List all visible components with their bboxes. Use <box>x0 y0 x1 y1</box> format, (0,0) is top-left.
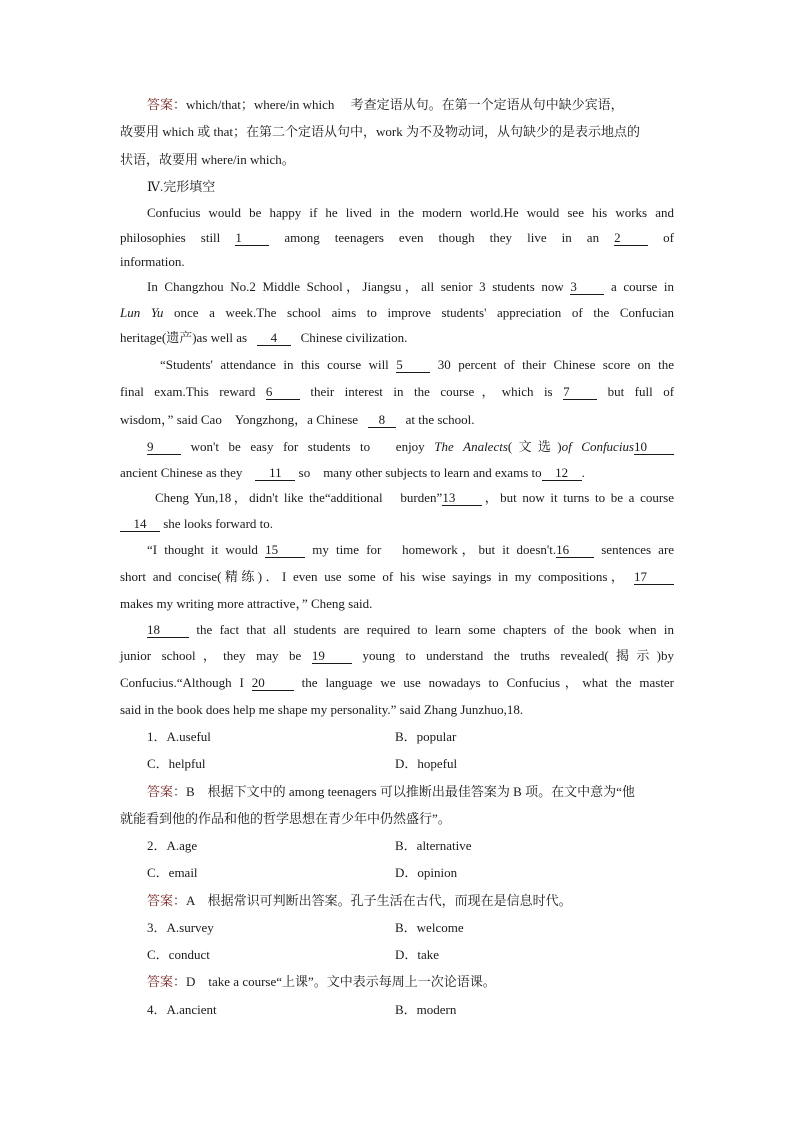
blank-11[interactable]: 11 <box>255 466 295 481</box>
intro-answer-line-3: 状语，故要用 where/in which。 <box>120 152 295 167</box>
blank-2[interactable]: 2 <box>614 231 648 246</box>
option[interactable]: B．alternative <box>395 838 472 853</box>
option[interactable]: C．email <box>147 865 198 880</box>
blank-15[interactable]: 15 <box>265 543 305 558</box>
option[interactable]: B．popular <box>395 729 457 744</box>
passage-line: wisdom，” said Cao Yongzhong，a Chinese 8 at the school. <box>120 412 475 427</box>
option[interactable]: B．modern <box>395 1002 457 1017</box>
passage-line: In Changzhou No.2 Middle School，Jiangsu，all senior 3 students now 3 a course in <box>147 279 675 294</box>
passage-line: 9 won't be easy for students to enjoy The Analects(文选)of Confucius10 <box>147 438 674 456</box>
intro-answer-line-2: 故要用 which 或 that；在第二个定语从句中，work 为不及物动词，从句缺少的是表示地点的 <box>120 124 640 139</box>
blank-18[interactable]: 18 <box>147 623 189 638</box>
blank-16[interactable]: 16 <box>556 543 594 558</box>
passage-line: 18 the fact that all students are required to learn some chapters of the book when in <box>147 622 675 637</box>
option[interactable]: 4．A.ancient <box>147 1002 217 1017</box>
passage-line: Confucius would be happy if he lived in the modern world.He would see his works and <box>147 205 674 220</box>
blank-5[interactable]: 5 <box>396 358 430 373</box>
option[interactable]: 2．A.age <box>147 838 198 853</box>
passage-line: Cheng Yun,18，didn't like the“additional burden”13 ，but now it turns to be a course <box>155 490 674 505</box>
blank-8[interactable]: 8 <box>368 413 396 428</box>
answer-line: 答案：A 根据常识可判断出答案。孔子生活在古代，而现在是信息时代。 <box>147 893 572 908</box>
blank-1[interactable]: 1 <box>235 231 269 246</box>
blank-14[interactable]: 14 <box>120 517 160 532</box>
passage-line: said in the book does help me shape my personality.” said Zhang Junzhuo,18. <box>120 702 524 717</box>
blank-6[interactable]: 6 <box>266 385 300 400</box>
passage-line: “I thought it would 15 my time for homework，but it doesn't.16 sentences are <box>147 542 675 557</box>
passage-line: Confucius.“Although I 20 the language we use nowadays to Confucius，what the master <box>120 675 675 690</box>
passage-line: information. <box>120 254 185 269</box>
passage-line: “Students' attendance in this course will 5 30 percent of their Chinese score on the <box>160 357 675 372</box>
option[interactable]: 3．A.survey <box>147 920 214 935</box>
passage-line: philosophies still 1 among teenagers even though they live in an 2 of <box>120 230 675 245</box>
blank-12[interactable]: 12 <box>542 466 582 481</box>
blank-10[interactable]: 10 <box>634 440 674 455</box>
blank-3[interactable]: 3 <box>570 280 604 295</box>
section-title: Ⅳ.完形填空 <box>147 179 216 194</box>
passage-line: final exam.This reward 6 their interest in the course，which is 7 but full of <box>120 384 675 399</box>
option[interactable]: D．take <box>395 947 440 962</box>
intro-answer-line-1: 答案：which/that；where/in which 考查定语从句。在第一个定语从句中缺少宾语， <box>147 97 624 112</box>
answer-label: 答案： <box>147 97 187 112</box>
option[interactable]: C．conduct <box>147 947 210 962</box>
passage-line: ancient Chinese as they 11 so many other subjects to learn and exams to 12 . <box>120 465 585 480</box>
answer-line: 答案：B 根据下文中的 among teenagers 可以推断出最佳答案为 B 项。在文中意为“他 <box>147 784 635 799</box>
blank-19[interactable]: 19 <box>312 649 352 664</box>
passage-line: 14 she looks forward to. <box>120 515 674 533</box>
option[interactable]: 1．A.useful <box>147 729 211 744</box>
blank-13[interactable]: 13 <box>442 491 482 506</box>
passage-line: makes my writing more attractive，” Cheng said. <box>120 596 373 611</box>
answer-line: 就能看到他的作品和他的哲学思想在青少年中仍然盛行”。 <box>120 811 451 826</box>
blank-9[interactable]: 9 <box>147 440 181 455</box>
answer-label: 答案： <box>147 893 187 908</box>
passage-line: short and concise(精练)．I even use some of his wise sayings in my compositions， 17 <box>120 568 674 586</box>
blank-7[interactable]: 7 <box>563 385 597 400</box>
blank-20[interactable]: 20 <box>252 676 294 691</box>
answer-line: 答案：D take a course“上课”。文中表示每周上一次论语课。 <box>147 974 496 989</box>
answer-label: 答案： <box>147 784 187 799</box>
passage-line: Lun Yu once a week.The school aims to improve students' appreciation of the Confucian <box>120 305 674 320</box>
option[interactable]: D．hopeful <box>395 756 458 771</box>
option[interactable]: C．helpful <box>147 756 206 771</box>
passage-line: heritage(遗产)as well as 4 Chinese civilization. <box>120 330 408 345</box>
option[interactable]: D．opinion <box>395 865 458 880</box>
blank-4[interactable]: 4 <box>257 331 291 346</box>
answer-label: 答案： <box>147 974 187 989</box>
passage-line: junior school，they may be 19 young to understand the truths revealed(揭示)by <box>120 648 675 663</box>
blank-17[interactable]: 17 <box>634 570 674 585</box>
option[interactable]: B．welcome <box>395 920 464 935</box>
